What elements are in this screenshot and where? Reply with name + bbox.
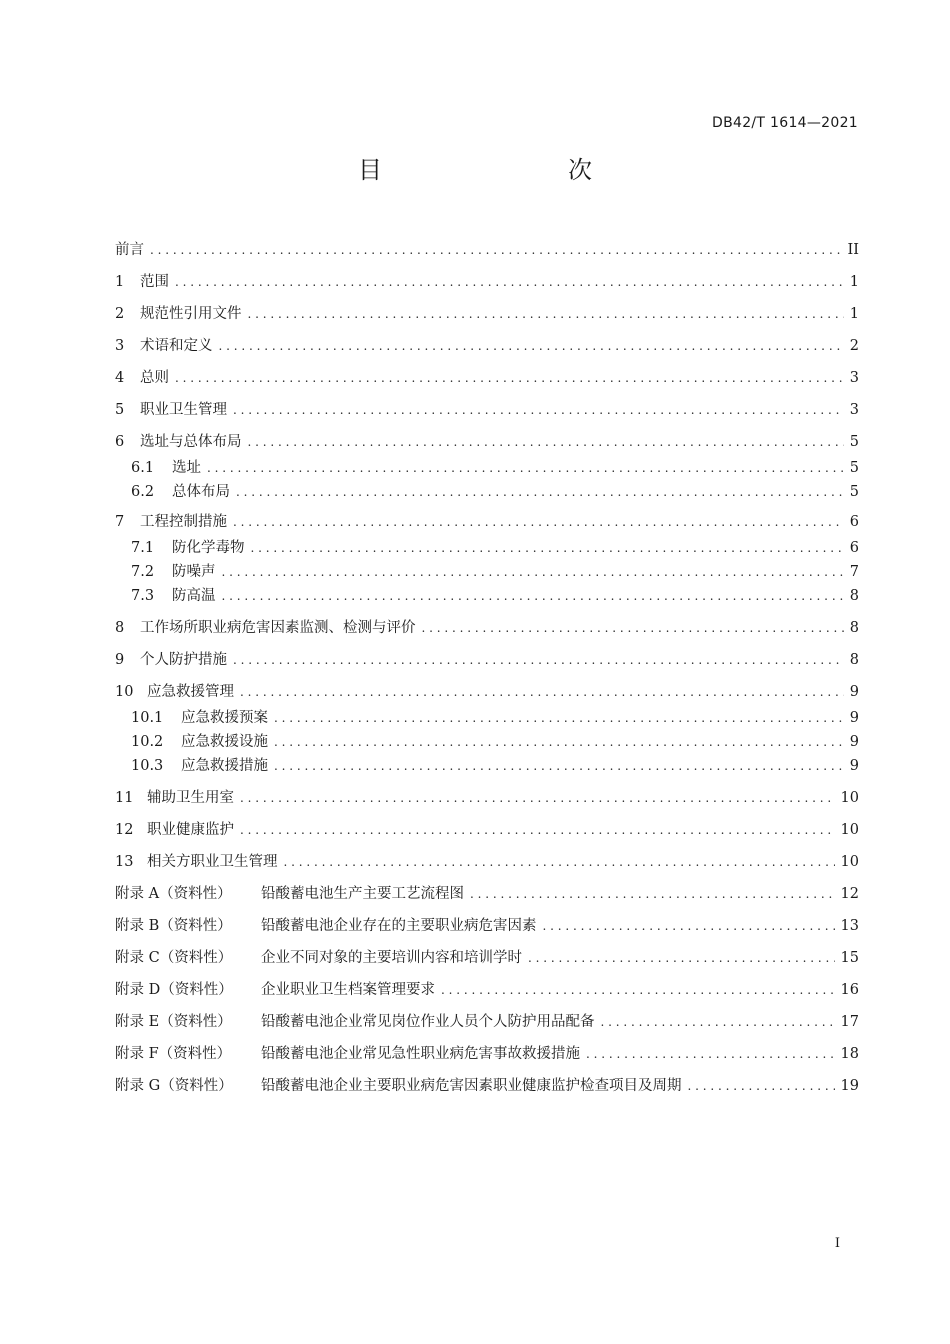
toc-entry-title: 应急救援设施 [181, 734, 268, 750]
toc-entry[interactable] [115, 706, 859, 730]
toc-entry-page: 15 [840, 950, 859, 966]
toc-entry[interactable] [115, 536, 859, 560]
toc-entry[interactable] [115, 850, 859, 874]
toc-entry-page: 5 [849, 434, 859, 450]
dot-leader [586, 1042, 835, 1066]
toc-entry-title: 铅酸蓄电池企业主要职业病危害因素职业健康监护检查项目及周期 [261, 1078, 682, 1094]
dot-leader [222, 560, 844, 584]
toc-entry-number: 10.1 [131, 710, 164, 726]
toc-entry-number: 10 [115, 684, 134, 700]
dot-leader [251, 536, 844, 560]
toc-entry[interactable] [115, 1042, 859, 1066]
toc-entry-page: 1 [849, 274, 859, 290]
toc-entry-title: 防高温 [172, 588, 216, 604]
toc-entry-number: 11 [115, 790, 134, 806]
toc-entry-number: 3 [115, 338, 125, 354]
toc-entry-title: 铅酸蓄电池企业常见急性职业病危害事故救援措施 [261, 1046, 580, 1062]
toc-entry-page: 9 [849, 758, 859, 774]
dot-leader [240, 786, 835, 810]
toc-entry-number: 附录 G（资料性） [115, 1078, 233, 1094]
dot-leader [222, 584, 844, 608]
toc-entry-title: 应急救援措施 [181, 758, 268, 774]
toc-entry-title: 相关方职业卫生管理 [147, 854, 278, 870]
toc-entry-number: 7.3 [131, 588, 155, 604]
dot-leader [274, 754, 844, 778]
toc-entry-page: 8 [849, 652, 859, 668]
toc-entry-number: 8 [115, 620, 125, 636]
dot-leader [543, 914, 835, 938]
dot-leader [601, 1010, 835, 1034]
toc-entry-title: 规范性引用文件 [140, 306, 242, 322]
page-title: 目 次 [358, 156, 638, 184]
dot-leader [175, 270, 844, 294]
toc-entry-number: 5 [115, 402, 125, 418]
toc-entry-number: 10.3 [131, 758, 164, 774]
dot-leader [274, 730, 844, 754]
toc-entry[interactable] [115, 680, 859, 704]
toc-entry[interactable] [115, 238, 859, 262]
toc-entry-number: 附录 C（资料性） [115, 950, 233, 966]
toc-entry-title: 职业卫生管理 [140, 402, 227, 418]
toc-entry-title: 术语和定义 [140, 338, 213, 354]
dot-leader [219, 334, 844, 358]
toc-entry-page: 18 [840, 1046, 859, 1062]
toc-entry[interactable] [115, 510, 859, 534]
toc-entry[interactable] [115, 616, 859, 640]
toc-entry-page: 16 [840, 982, 859, 998]
document-code: DB42/T 1614—2021 [712, 115, 858, 131]
toc-entry-title: 范围 [140, 274, 169, 290]
toc-entry[interactable] [115, 914, 859, 938]
toc-entry[interactable] [115, 978, 859, 1002]
toc-entry-number: 附录 F（资料性） [115, 1046, 232, 1062]
toc-entry-page: 2 [849, 338, 859, 354]
toc-entry[interactable] [115, 334, 859, 358]
toc-entry-page: 7 [849, 564, 859, 580]
toc-entry-title: 铅酸蓄电池企业存在的主要职业病危害因素 [261, 918, 537, 934]
toc-entry-title: 职业健康监护 [147, 822, 234, 838]
dot-leader [175, 366, 844, 390]
toc-entry[interactable] [115, 648, 859, 672]
dot-leader [233, 510, 844, 534]
dot-leader [150, 238, 842, 262]
toc-entry-title: 总体布局 [172, 484, 230, 500]
toc-entry-title: 前言 [115, 242, 144, 258]
toc-entry[interactable] [115, 1010, 859, 1034]
toc-entry-number: 附录 B（资料性） [115, 918, 232, 934]
toc-entry-page: 12 [840, 886, 859, 902]
toc-entry-title: 铅酸蓄电池生产主要工艺流程图 [261, 886, 464, 902]
toc-entry-page: II [847, 242, 859, 258]
toc-entry-number: 7.1 [131, 540, 155, 556]
toc-entry-number: 7.2 [131, 564, 155, 580]
dot-leader [233, 398, 844, 422]
toc-entry-page: 3 [849, 402, 859, 418]
toc-entry-page: 10 [840, 790, 859, 806]
toc-entry[interactable] [115, 1074, 859, 1098]
dot-leader [233, 648, 844, 672]
toc-entry-title: 选址与总体布局 [140, 434, 242, 450]
toc-entry-page: 6 [849, 514, 859, 530]
toc-entry-number: 10.2 [131, 734, 164, 750]
toc-entry-number: 附录 D（资料性） [115, 982, 233, 998]
toc-entry-number: 附录 A（资料性） [115, 886, 232, 902]
toc-entry[interactable] [115, 882, 859, 906]
toc-entry-number: 6 [115, 434, 125, 450]
toc-entry-title: 辅助卫生用室 [147, 790, 234, 806]
dot-leader [248, 430, 844, 454]
toc-entry[interactable] [115, 430, 859, 454]
dot-leader [284, 850, 835, 874]
toc-entry[interactable] [115, 398, 859, 422]
dot-leader [441, 978, 835, 1002]
toc-entry[interactable] [115, 480, 859, 504]
page-number: I [834, 1236, 840, 1251]
toc-entry-number: 1 [115, 274, 125, 290]
toc-entry-page: 5 [849, 484, 859, 500]
dot-leader [528, 946, 835, 970]
dot-leader [248, 302, 844, 326]
toc-entry-title: 铅酸蓄电池企业常见岗位作业人员个人防护用品配备 [261, 1014, 595, 1030]
toc-entry-title: 个人防护措施 [140, 652, 227, 668]
dot-leader [207, 456, 844, 480]
toc-entry[interactable] [115, 730, 859, 754]
toc-entry[interactable] [115, 302, 859, 326]
table-of-contents [115, 238, 859, 1098]
toc-entry-title: 总则 [140, 370, 169, 386]
toc-entry-page: 1 [849, 306, 859, 322]
toc-entry[interactable] [115, 366, 859, 390]
toc-entry[interactable] [115, 786, 859, 810]
dot-leader [470, 882, 835, 906]
toc-entry[interactable] [115, 560, 859, 584]
dot-leader [240, 818, 835, 842]
toc-entry-page: 9 [849, 684, 859, 700]
toc-entry-page: 6 [849, 540, 859, 556]
toc-entry[interactable] [115, 946, 859, 970]
toc-entry-title: 防噪声 [172, 564, 216, 580]
toc-entry-number: 4 [115, 370, 125, 386]
toc-entry-page: 8 [849, 620, 859, 636]
toc-entry-number: 12 [115, 822, 134, 838]
toc-entry[interactable] [115, 818, 859, 842]
dot-leader [236, 480, 844, 504]
toc-entry-number: 2 [115, 306, 125, 322]
toc-entry-number: 13 [115, 854, 134, 870]
toc-entry-page: 10 [840, 822, 859, 838]
toc-entry[interactable] [115, 584, 859, 608]
dot-leader [274, 706, 844, 730]
toc-entry[interactable] [115, 456, 859, 480]
dot-leader [240, 680, 844, 704]
toc-entry-page: 19 [840, 1078, 859, 1094]
toc-entry-title: 应急救援预案 [181, 710, 268, 726]
toc-entry-title: 工程控制措施 [140, 514, 227, 530]
toc-entry-title: 工作场所职业病危害因素监测、检测与评价 [140, 620, 416, 636]
toc-entry-page: 10 [840, 854, 859, 870]
toc-entry[interactable] [115, 270, 859, 294]
toc-entry-page: 17 [840, 1014, 859, 1030]
toc-entry-page: 3 [849, 370, 859, 386]
toc-entry-number: 7 [115, 514, 125, 530]
dot-leader [422, 616, 844, 640]
toc-entry-page: 8 [849, 588, 859, 604]
toc-entry-page: 9 [849, 710, 859, 726]
toc-entry[interactable] [115, 754, 859, 778]
toc-entry-page: 13 [840, 918, 859, 934]
toc-entry-title: 应急救援管理 [147, 684, 234, 700]
toc-entry-number: 9 [115, 652, 125, 668]
toc-entry-title: 企业职业卫生档案管理要求 [261, 982, 435, 998]
toc-entry-number: 附录 E（资料性） [115, 1014, 232, 1030]
toc-entry-page: 5 [849, 460, 859, 476]
toc-entry-page: 9 [849, 734, 859, 750]
toc-entry-title: 企业不同对象的主要培训内容和培训学时 [261, 950, 522, 966]
toc-entry-title: 防化学毒物 [172, 540, 245, 556]
toc-entry-number: 6.2 [131, 484, 155, 500]
toc-entry-number: 6.1 [131, 460, 155, 476]
toc-entry-title: 选址 [172, 460, 201, 476]
dot-leader [688, 1074, 835, 1098]
